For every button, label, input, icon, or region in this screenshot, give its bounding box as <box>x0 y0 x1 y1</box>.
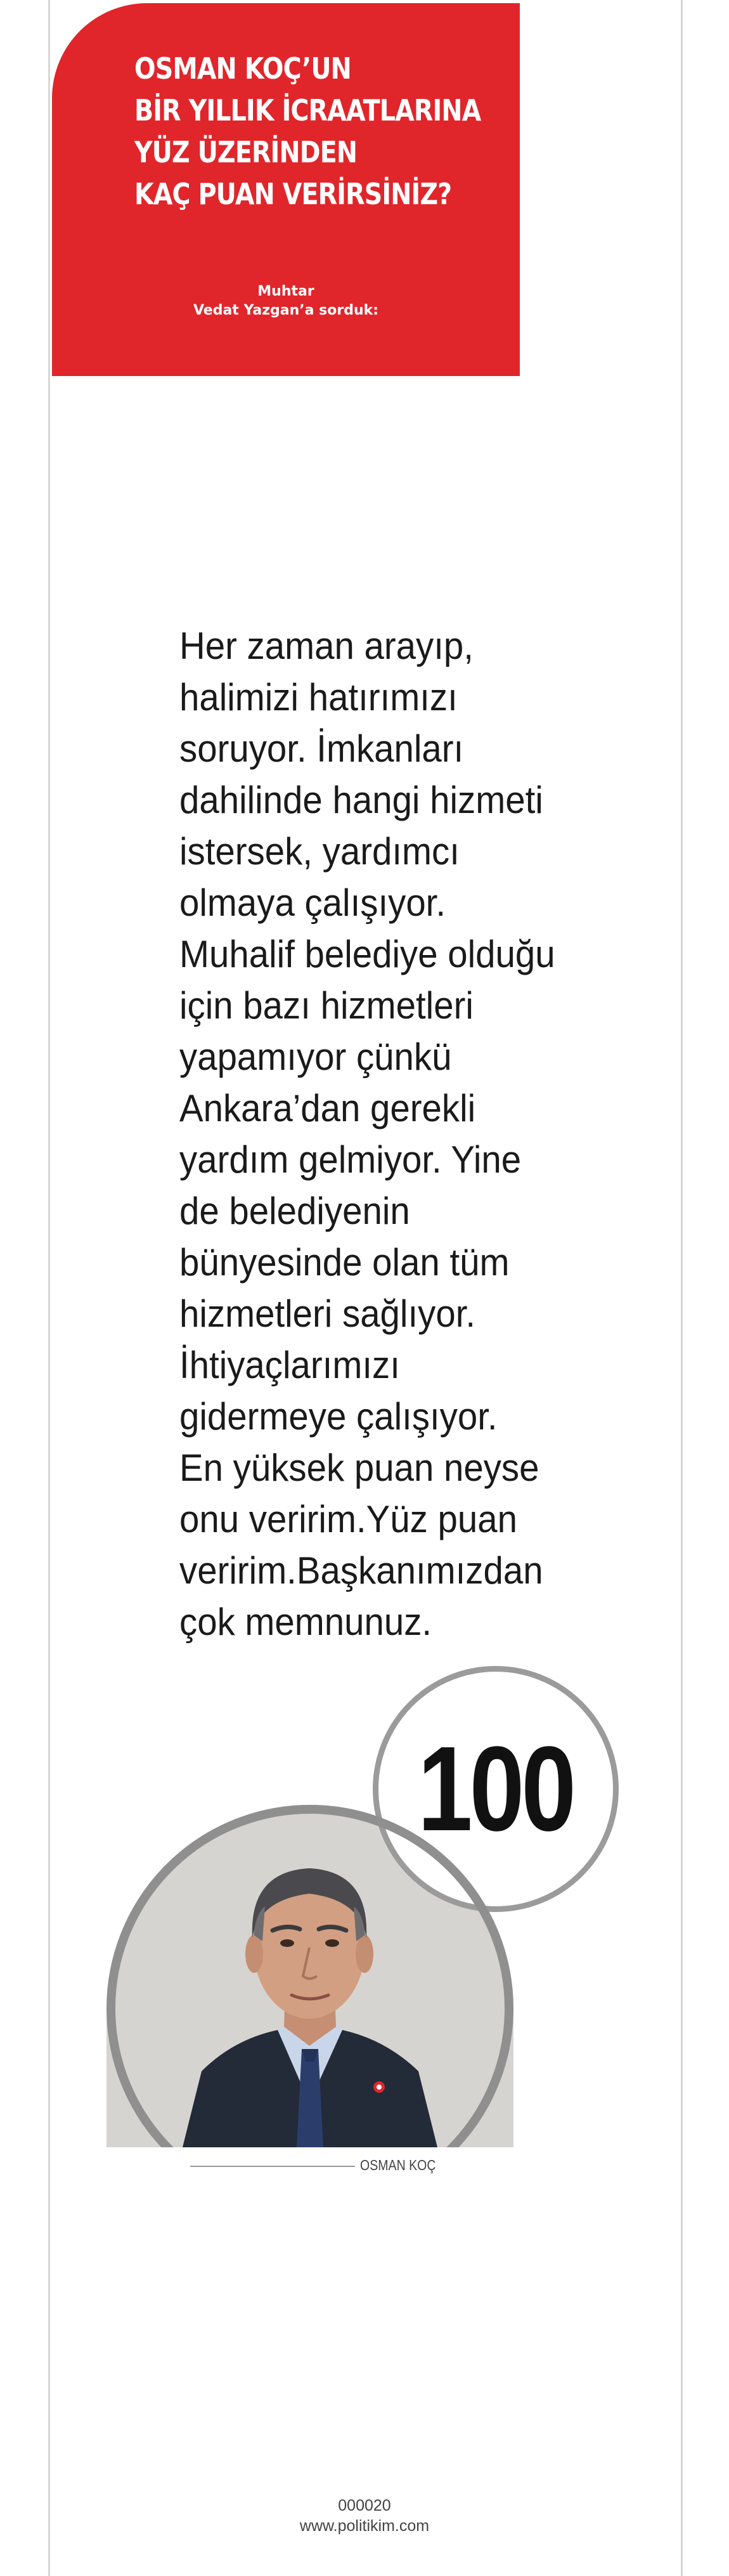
article-line: yapamıyor çünkü <box>179 1036 452 1078</box>
article-line: veririm.Başkanımızdan <box>179 1549 543 1592</box>
article-line: Ankara’dan gerekli <box>179 1087 476 1129</box>
score-value: 100 <box>418 1722 574 1856</box>
article-line: istersek, yardımcı <box>179 830 460 873</box>
byline <box>52 282 520 320</box>
headline-line: BİR YILLIK İCRAATLARINA <box>134 93 481 127</box>
article-line: Her zaman arayıp, <box>179 625 474 667</box>
caption-rule <box>190 2166 355 2167</box>
article-line: En yüksek puan neyse <box>179 1447 539 1489</box>
article-line: soruyor. İmkanları <box>179 727 464 770</box>
article-line: yardım gelmiyor. Yine <box>179 1138 522 1181</box>
right-column-rule <box>681 0 683 2576</box>
headline-line: KAÇ PUAN VERİRSİNİZ? <box>134 177 452 211</box>
article-body <box>179 620 561 1648</box>
article-line: olmaya çalışıyor. <box>179 881 446 924</box>
article-line: hizmetleri sağlıyor. <box>179 1292 476 1335</box>
byline-text: Vedat Yazgan’a sorduk: <box>193 302 379 318</box>
headline <box>134 48 481 215</box>
portrait-frame <box>106 1805 513 2212</box>
article-line: dahilinde hangi hizmeti <box>179 779 543 821</box>
article-line: İhtiyaçlarımızı <box>179 1344 400 1386</box>
article-line: gidermeye çalışıyor. <box>179 1395 498 1438</box>
page-footer <box>0 2495 729 2536</box>
article-line: halimizi hatırımızı <box>179 676 458 719</box>
byline-role: Muhtar <box>257 283 314 299</box>
photo-caption: OSMAN KOÇ <box>360 2157 436 2173</box>
article-line: onu veririm.Yüz puan <box>179 1498 517 1540</box>
article-line: için bazı hizmetleri <box>179 984 474 1027</box>
website-link[interactable]: www.politikim.com <box>299 2517 430 2535</box>
article-line: de belediyenin <box>179 1190 410 1232</box>
article-line: çok memnunuz. <box>179 1601 432 1643</box>
headline-banner <box>52 3 520 376</box>
headline-line: OSMAN KOÇ’UN <box>134 51 351 86</box>
left-column-rule <box>48 0 50 2576</box>
article-line: bünyesinde olan tüm <box>179 1241 510 1284</box>
article-line: Muhalif belediye olduğu <box>179 933 555 975</box>
headline-line: YÜZ ÜZERİNDEN <box>134 135 358 169</box>
page-number: 000020 <box>338 2497 391 2514</box>
